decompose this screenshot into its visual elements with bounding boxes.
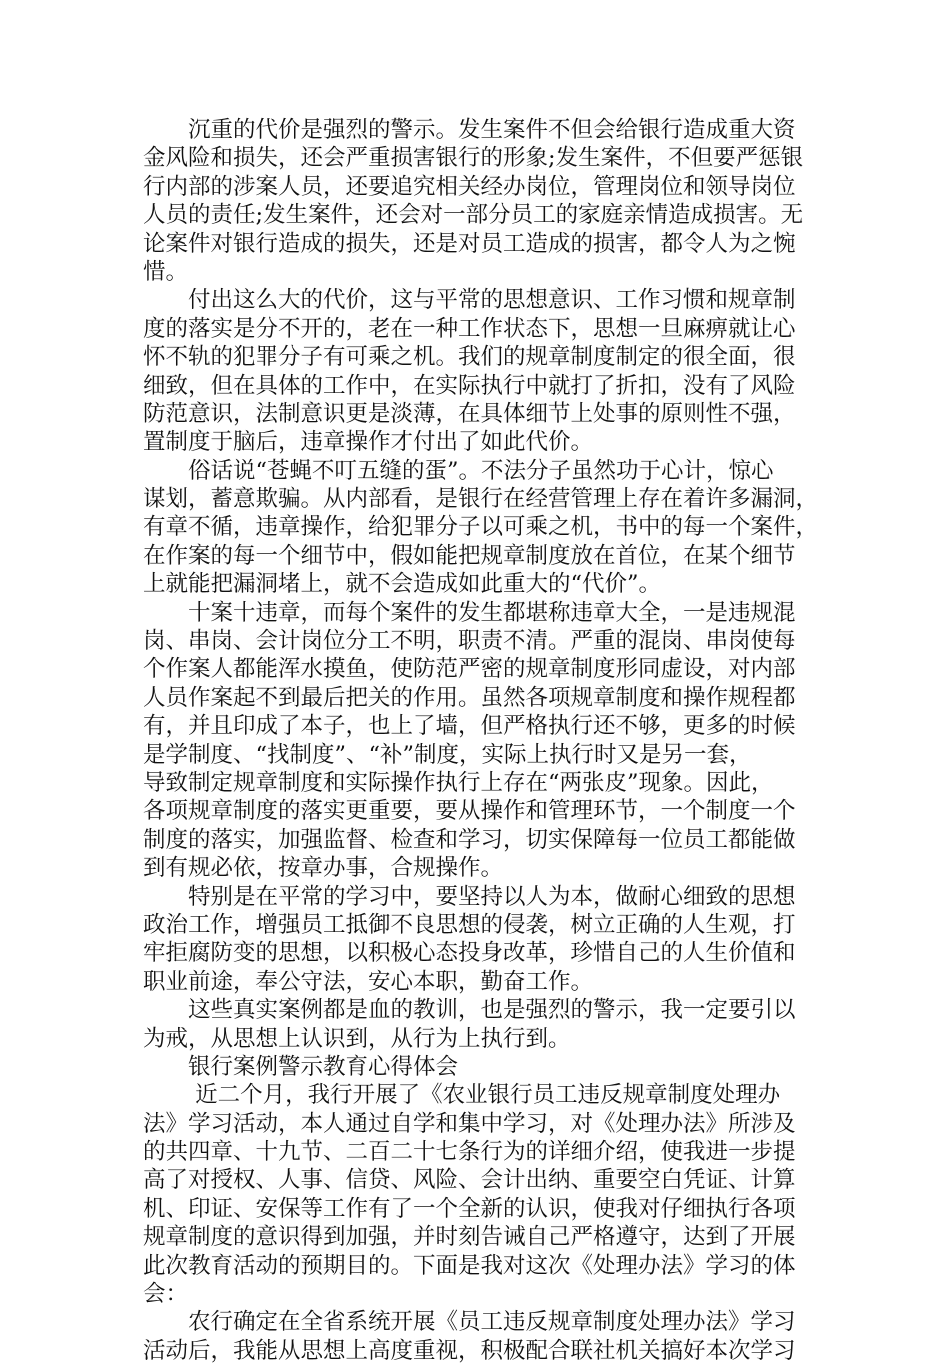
text-line: 个作案人都能浑水摸鱼，使防范严密的规章制度形同虚设，对内部: [143, 656, 796, 683]
text-line: 有章不循，违章操作，给犯罪分子以可乘之机，书中的每一个案件，: [143, 514, 819, 541]
text-line: 细致，但在具体的工作中，在实际执行中就打了折扣，没有了风险: [143, 372, 796, 399]
text-line: 制度的落实，加强监督、检查和学习，切实保障每一位员工都能做: [143, 826, 796, 853]
text-line: 谋划，蓄意欺骗。从内部看，是银行在经营管理上存在着许多漏洞，: [143, 486, 819, 513]
text-line: 有，并且印成了本子，也上了墙，但严格执行还不够，更多的时候: [143, 713, 796, 740]
text-line: 是学制度、“找制度”、“补”制度，实际上执行时又是另一套，: [143, 741, 752, 768]
text-line: 沉重的代价是强烈的警示。发生案件不但会给银行造成重大资: [143, 117, 796, 143]
text-line: 惜。: [143, 258, 189, 285]
text-line: 怀不轨的犯罪分子有可乘之机。我们的规章制度制定的很全面，很: [143, 344, 796, 371]
text-line: 高了对授权、人事、信贷、风险、会计出纳、重要空白凭证、计算: [143, 1167, 796, 1194]
document-body: [143, 116, 819, 1365]
text-line: 法》学习活动，本人通过自学和集中学习，对《处理办法》所涉及: [143, 1110, 796, 1137]
text-line: 防范意识，法制意识更是淡薄，在具体细节上处事的原则性不强，: [143, 400, 796, 427]
text-line: 活动后，我能从思想上高度重视，积极配合联社机关搞好本次学习: [143, 1337, 796, 1364]
paragraph: [143, 457, 819, 599]
text-line: 付出这么大的代价，这与平常的思想意识、工作习惯和规章制: [143, 287, 796, 314]
paragraph: [143, 599, 813, 883]
text-line: 银行案例警示教育心得体会: [143, 1053, 459, 1080]
text-line: 金风险和损失，还会严重损害银行的形象;发生案件，不但要严惩银: [143, 145, 804, 172]
text-line: 规章制度的意识得到加强，并时刻告诫自己严格遵守，达到了开展: [143, 1224, 796, 1251]
text-line: 人员作案起不到最后把关的作用。虽然各项规章制度和操作规程都: [143, 684, 796, 711]
text-line: 为戒，从思想上认识到，从行为上执行到。: [143, 1025, 571, 1052]
text-line: 导致制定规章制度和实际操作执行上存在“两张皮”现象。因此，: [143, 769, 774, 796]
text-line: 近二个月，我行开展了《农业银行员工违反规章制度处理办: [143, 1082, 781, 1109]
text-line: 论案件对银行造成的损失，还是对员工造成的损害，都令人为之惋: [143, 230, 796, 257]
text-line: 职业前途，奉公守法，安心本职，勤奋工作。: [143, 968, 594, 995]
text-line: 的共四章、十九节、二百二十七条行为的详细介绍，使我进一步提: [143, 1139, 796, 1166]
text-line: 此次教育活动的预期目的。下面是我对这次《处理办法》学习的体: [143, 1252, 796, 1279]
text-line: 会：: [143, 1281, 189, 1308]
paragraph: [143, 883, 813, 997]
text-line: 岗、串岗、会计岗位分工不明，职责不清。严重的混岗、串岗使每: [143, 628, 796, 655]
text-line: 俗话说“苍蝇不叮五缝的蛋”。不法分子虽然功于心计，惊心: [143, 457, 774, 484]
paragraph: [143, 1308, 813, 1365]
text-line: 人员的责任;发生案件，还会对一部分员工的家庭亲情造成损害。无: [143, 202, 804, 229]
text-line: 这些真实案例都是血的教训，也是强烈的警示，我一定要引以: [143, 997, 796, 1024]
text-line: 置制度于脑后，违章操作才付出了如此代价。: [143, 429, 594, 456]
paragraph: [143, 1053, 813, 1081]
paragraph: [143, 1081, 813, 1308]
paragraph: [143, 286, 813, 456]
text-line: 行内部的涉案人员，还要追究相关经办岗位，管理岗位和领导岗位: [143, 173, 796, 200]
text-line: 牢拒腐防变的思想，以积极心态投身改革，珍惜自己的人生价值和: [143, 940, 796, 967]
text-line: 在作案的每一个细节中，假如能把规章制度放在首位，在某个细节: [143, 542, 796, 569]
text-line: 农行确定在全省系统开展《员工违反规章制度处理办法》学习: [143, 1309, 796, 1336]
text-line: 各项规章制度的落实更重要，要从操作和管理环节，一个制度一个: [143, 798, 796, 825]
text-line: 度的落实是分不开的，老在一种工作状态下，思想一旦麻痹就让心: [143, 315, 796, 342]
text-line: 特别是在平常的学习中，要坚持以人为本，做耐心细致的思想: [143, 883, 796, 910]
paragraph: [143, 116, 813, 286]
text-line: 十案十违章，而每个案件的发生都堪称违章大全，一是违规混: [143, 599, 796, 626]
text-line: 政治工作，增强员工抵御不良思想的侵袭，树立正确的人生观，打: [143, 911, 796, 938]
paragraph: [143, 996, 813, 1053]
text-line: 机、印证、安保等工作有了一个全新的认识，使我对仔细执行各项: [143, 1195, 796, 1222]
text-line: 上就能把漏洞堵上，就不会造成如此重大的“代价”。: [143, 571, 662, 598]
text-line: 到有规必依，按章办事，合规操作。: [143, 855, 504, 882]
